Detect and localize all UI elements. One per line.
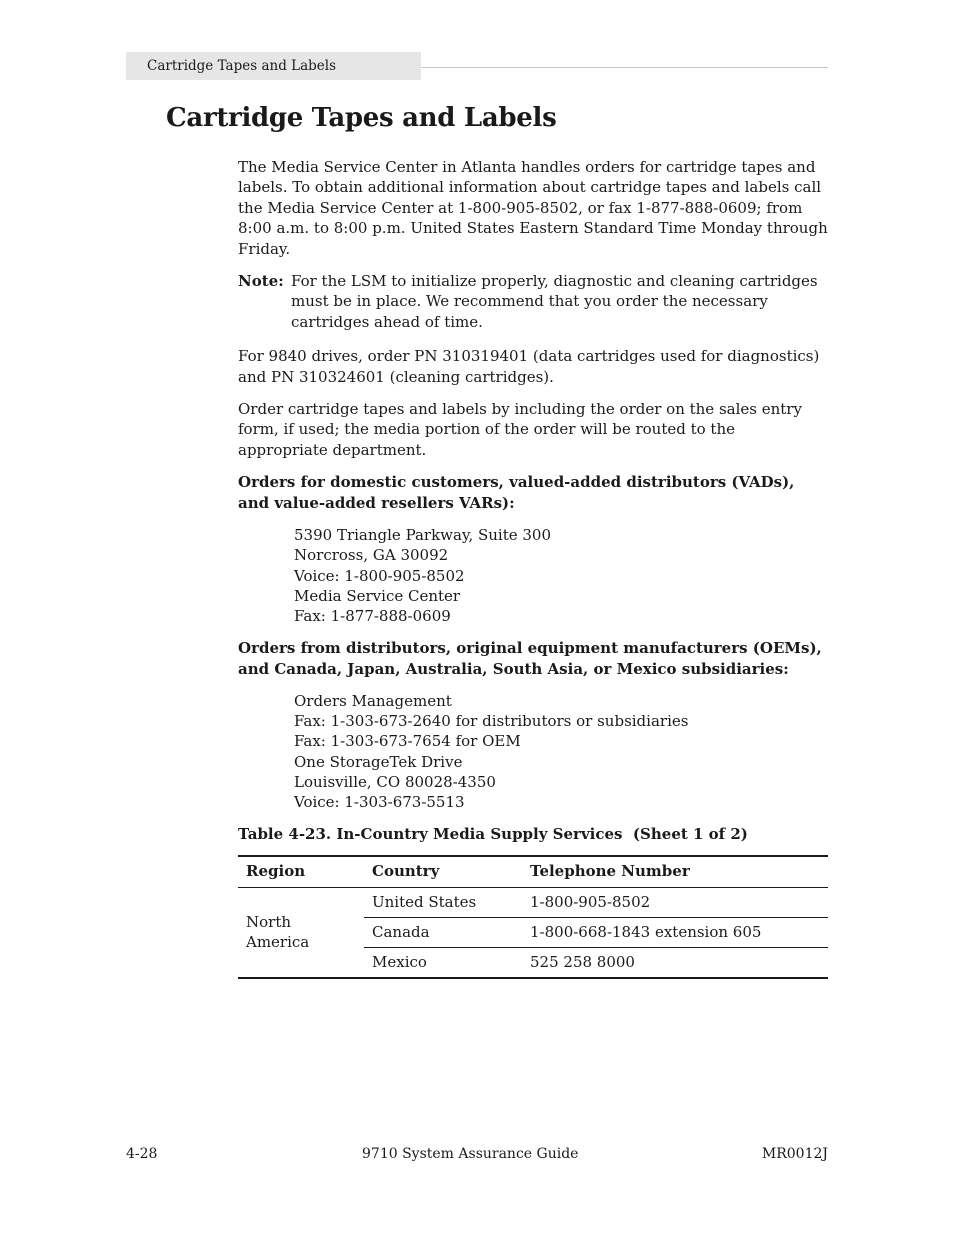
table-header-row	[238, 856, 828, 888]
page-title: Cartridge Tapes and Labels	[166, 103, 557, 133]
drives-paragraph: For 9840 drives, order PN 310319401 (data cartridges used for diagnostics) and PN 310324601 (cleaning cartridges).	[238, 347, 820, 386]
note-text: For the LSM to initialize properly, diagnostic and cleaning cartridges must be in place. We recommend that you order the necessary cartridges ahead of time.	[291, 272, 818, 331]
address-line: Orders Management	[294, 691, 452, 710]
body-column	[238, 157, 828, 979]
footer-page-number: 4-28	[126, 1146, 158, 1162]
intro-paragraph: The Media Service Center in Atlanta handles orders for cartridge tapes and labels. To obtain additional information about cartridge tapes and labels call the Media Service Center at 1-800-905-8502, or fax 1-877-888-0609; from 8:00 a.m. to 8:00 p.m. United States Eastern Standard Time Monday through Friday.	[238, 158, 828, 258]
country-cell: Mexico	[364, 947, 522, 978]
running-header-title: Cartridge Tapes and Labels	[147, 58, 337, 74]
running-header	[126, 52, 421, 80]
phone-cell: 525 258 8000	[522, 947, 828, 978]
region-cell: North America	[238, 887, 364, 978]
address-line: Fax: 1-303-673-7654 for OEM	[294, 732, 521, 751]
address-line: One StorageTek Drive	[294, 752, 463, 771]
header-rule	[421, 67, 828, 68]
note-label: Note:	[238, 272, 284, 291]
address-line: Voice: 1-303-673-5513	[294, 792, 465, 811]
header-country: Country	[364, 856, 522, 888]
address-line: Media Service Center	[294, 586, 461, 605]
table-row	[238, 887, 828, 917]
address-line: 5390 Triangle Parkway, Suite 300	[294, 526, 552, 545]
domestic-heading: Orders for domestic customers, valued-added distributors (VADs), and value-added resellers VARs):	[238, 473, 795, 512]
header-telephone: Telephone Number	[522, 856, 828, 888]
note-block	[238, 271, 828, 332]
phone-cell: 1-800-668-1843 extension 605	[522, 917, 828, 947]
country-cell: Canada	[364, 917, 522, 947]
international-address	[294, 691, 828, 812]
phone-cell: 1-800-905-8502	[522, 887, 828, 917]
address-line: Voice: 1-800-905-8502	[294, 566, 465, 585]
footer-document-id: MR0012J	[761, 1146, 828, 1162]
address-line: Fax: 1-877-888-0609	[294, 606, 451, 625]
address-line: Fax: 1-303-673-2640 for distributors or subsidiaries	[294, 712, 689, 731]
table-caption: Table 4-23. In-Country Media Supply Services (Sheet 1 of 2)	[238, 825, 748, 844]
domestic-address	[294, 525, 828, 626]
header-region: Region	[238, 856, 364, 888]
address-line: Louisville, CO 80028-4350	[294, 772, 496, 791]
order-paragraph: Order cartridge tapes and labels by including the order on the sales entry form, if used; the media portion of the order will be routed to the appropriate department.	[238, 400, 802, 459]
country-cell: United States	[364, 887, 522, 917]
international-heading: Orders from distributors, original equipment manufacturers (OEMs), and Canada, Japan, Australia, South Asia, or Mexico subsidiaries:	[238, 639, 822, 678]
address-line: Norcross, GA 30092	[294, 546, 449, 565]
media-supply-table	[238, 855, 828, 979]
footer-document-title: 9710 System Assurance Guide	[362, 1146, 579, 1162]
